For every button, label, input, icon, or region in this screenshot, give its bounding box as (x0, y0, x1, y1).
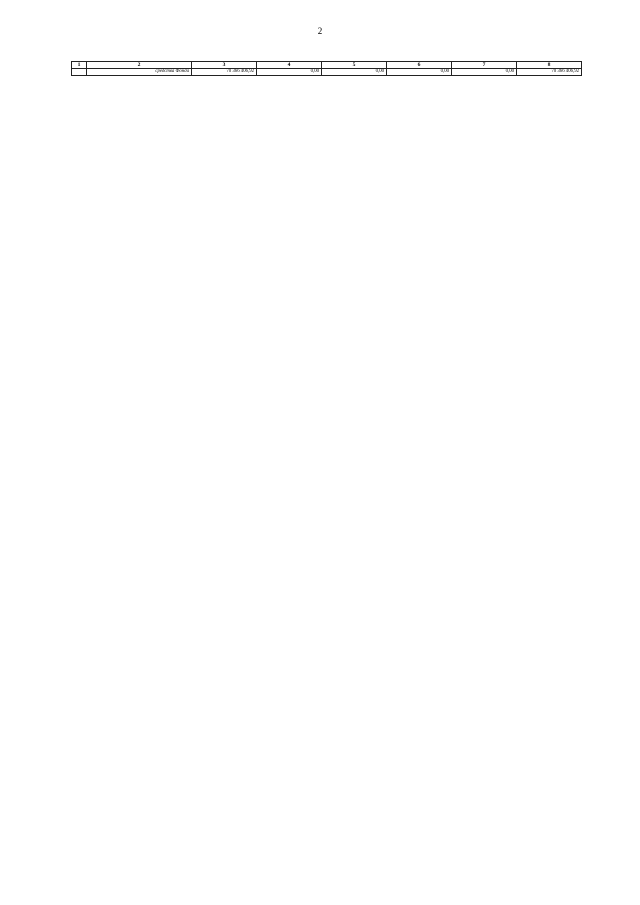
column-number: 1 (72, 62, 87, 69)
cell-value: 0,00 (257, 69, 322, 76)
row-name: средства Фонда (87, 69, 192, 76)
column-number-row (72, 62, 582, 69)
cell-value: 0,00 (322, 69, 387, 76)
financing-table (71, 61, 582, 76)
column-number: 4 (257, 62, 322, 69)
column-number: 5 (322, 62, 387, 69)
column-number: 2 (87, 62, 192, 69)
page-number: 2 (317, 26, 323, 36)
column-number: 7 (452, 62, 517, 69)
row-code (72, 69, 87, 76)
column-number: 3 (192, 62, 257, 69)
cell-value: 0,00 (387, 69, 452, 76)
cell-value: 70 366 406,92 (192, 69, 257, 76)
column-number: 8 (517, 62, 582, 69)
table-row (72, 69, 582, 76)
column-number: 6 (387, 62, 452, 69)
cell-value: 0,00 (452, 69, 517, 76)
cell-value: 70 366 406,92 (517, 69, 582, 76)
